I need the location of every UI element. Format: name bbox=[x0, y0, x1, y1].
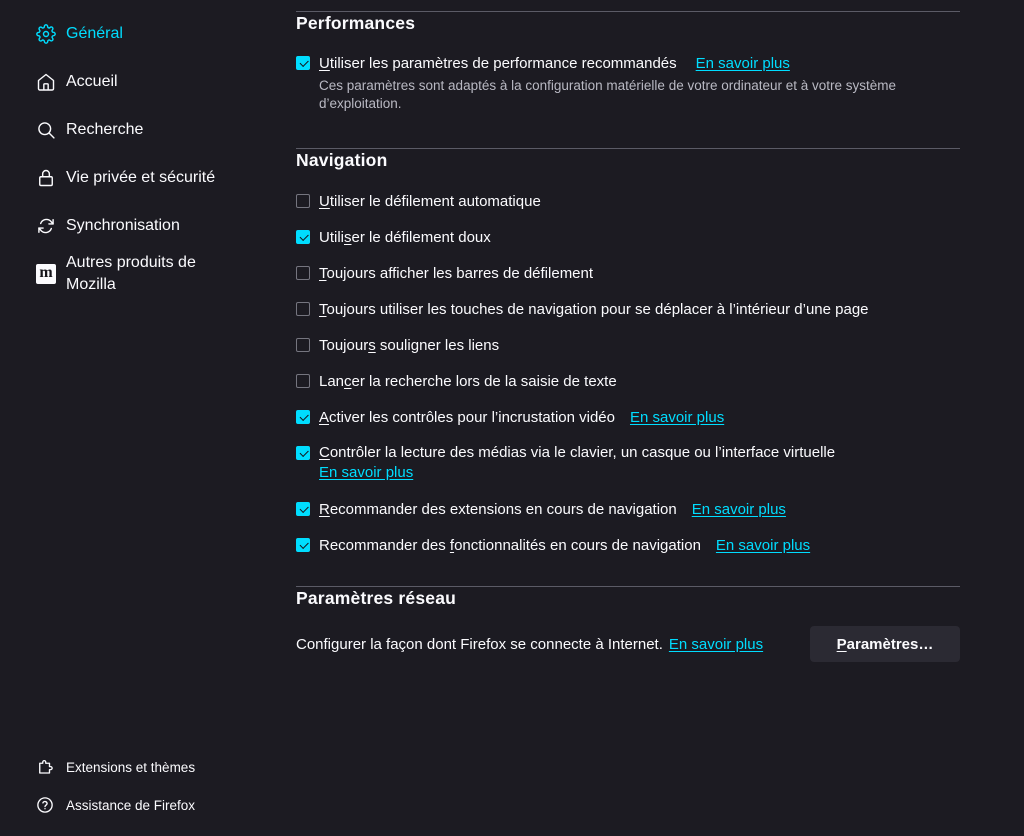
sync-icon bbox=[36, 216, 56, 236]
learn-more-link[interactable]: En savoir plus bbox=[691, 500, 786, 518]
checkbox[interactable] bbox=[296, 56, 310, 70]
checkbox-label[interactable]: Utiliser les paramètres de performance recommandés bbox=[319, 54, 677, 72]
checkbox-row-media-control bbox=[296, 435, 960, 491]
sidebar-item-home[interactable] bbox=[0, 58, 260, 106]
mozilla-icon: m bbox=[36, 264, 56, 284]
checkbox-row-smooth-scroll bbox=[296, 219, 960, 255]
checkbox-label[interactable]: Recommander des fonctionnalités en cours de navigation bbox=[319, 536, 701, 554]
performance-description: Ces paramètres sont adaptés à la configuration matérielle de votre ordinateur et à votre système d’exploitation. bbox=[319, 78, 897, 111]
sidebar bbox=[0, 0, 260, 836]
performance-heading: Performances bbox=[296, 13, 416, 33]
checkbox[interactable] bbox=[296, 538, 310, 552]
checkbox-label[interactable]: Toujours utiliser les touches de navigation pour se déplacer à l’intérieur d’une page bbox=[319, 300, 869, 318]
lock-icon bbox=[36, 168, 56, 188]
checkbox-row-always-scrollbars bbox=[296, 255, 960, 291]
help-icon bbox=[36, 796, 54, 814]
checkbox-label[interactable]: Lancer la recherche lors de la saisie de texte bbox=[319, 372, 617, 390]
learn-more-link[interactable]: En savoir plus bbox=[668, 635, 764, 653]
network-settings-row bbox=[296, 626, 960, 662]
checkbox-label[interactable]: Toujours souligner les liens bbox=[319, 336, 500, 354]
checkbox[interactable] bbox=[296, 230, 310, 244]
checkbox[interactable] bbox=[296, 338, 310, 352]
home-icon bbox=[36, 72, 56, 92]
checkbox-row-recommend-features bbox=[296, 527, 960, 563]
checkbox-label[interactable]: Utiliser le défilement doux bbox=[319, 228, 491, 246]
checkbox-row-caret-browsing bbox=[296, 291, 960, 327]
sidebar-footer-label: Extensions et thèmes bbox=[66, 759, 196, 775]
checkbox[interactable] bbox=[296, 410, 310, 424]
checkbox-row-underline-links bbox=[296, 327, 960, 363]
sidebar-item-general[interactable] bbox=[0, 10, 260, 58]
sidebar-item-label: Général bbox=[66, 25, 123, 42]
gear-icon bbox=[36, 24, 56, 44]
navigation-heading: Navigation bbox=[296, 150, 388, 170]
sidebar-item-support[interactable] bbox=[0, 786, 260, 824]
checkbox[interactable] bbox=[296, 502, 310, 516]
sidebar-item-extensions[interactable] bbox=[0, 748, 260, 786]
checkbox-row-picture-in-picture bbox=[296, 399, 960, 435]
network-settings-button[interactable]: Paramètres… bbox=[810, 626, 960, 662]
sidebar-item-label: Recherche bbox=[66, 121, 144, 138]
checkbox-label[interactable]: Utiliser le défilement automatique bbox=[319, 192, 541, 210]
main-content bbox=[296, 0, 960, 662]
sidebar-item-privacy[interactable] bbox=[0, 154, 260, 202]
sidebar-item-label: Synchronisation bbox=[66, 217, 180, 234]
checkbox-label[interactable]: Activer les contrôles pour l’incrustation vidéo bbox=[319, 408, 615, 426]
checkbox[interactable] bbox=[296, 374, 310, 388]
search-icon bbox=[36, 120, 56, 140]
sidebar-item-mozilla-products[interactable] bbox=[0, 250, 260, 298]
sidebar-footer-label: Assistance de Firefox bbox=[66, 797, 196, 813]
network-heading: Paramètres réseau bbox=[296, 588, 457, 608]
learn-more-link[interactable]: En savoir plus bbox=[629, 408, 725, 426]
checkbox-label[interactable]: Contrôler la lecture des médias via le clavier, un casque ou l’interface virtuelle bbox=[319, 444, 836, 461]
learn-more-link[interactable]: En savoir plus bbox=[319, 464, 414, 481]
sidebar-item-label: Accueil bbox=[66, 73, 118, 90]
sidebar-item-label: Vie privée et sécurité bbox=[66, 169, 216, 186]
checkbox-row-recommend-extensions bbox=[296, 491, 960, 527]
sidebar-footer bbox=[0, 748, 260, 824]
checkbox-label[interactable]: Recommander des extensions en cours de navigation bbox=[319, 500, 677, 518]
checkbox[interactable] bbox=[296, 446, 310, 460]
checkbox-row-find-on-type bbox=[296, 363, 960, 399]
sidebar-nav bbox=[0, 10, 260, 298]
checkbox[interactable] bbox=[296, 302, 310, 316]
checkbox-row-autoscroll bbox=[296, 183, 960, 219]
network-description: Configurer la façon dont Firefox se connecte à Internet. bbox=[296, 635, 663, 653]
checkbox[interactable] bbox=[296, 266, 310, 280]
sidebar-item-sync[interactable] bbox=[0, 202, 260, 250]
puzzle-icon bbox=[36, 758, 54, 776]
sidebar-item-label: Autres produits de Mozilla bbox=[66, 254, 196, 293]
checkbox-label[interactable]: Toujours afficher les barres de défilement bbox=[319, 264, 594, 282]
sidebar-item-search[interactable] bbox=[0, 106, 260, 154]
checkbox[interactable] bbox=[296, 194, 310, 208]
learn-more-link[interactable]: En savoir plus bbox=[695, 54, 790, 72]
checkbox-row-recommended-performance bbox=[296, 45, 960, 81]
learn-more-link[interactable]: En savoir plus bbox=[715, 536, 811, 554]
